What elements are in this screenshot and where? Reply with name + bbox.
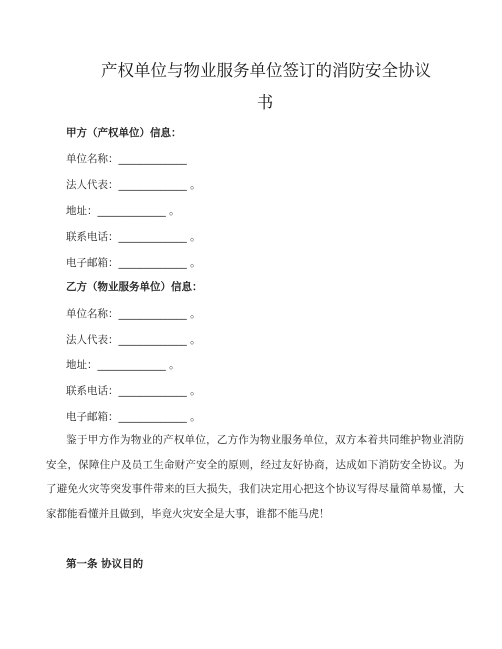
party-b-field-email <box>66 410 201 424</box>
document-title-line-1: 产权单位与物业服务单位签订的消防安全协议 <box>101 61 431 80</box>
fill-blank: _____________ <box>118 179 187 191</box>
field-label: 法人代表： <box>66 179 119 191</box>
field-end: 。 <box>190 231 201 243</box>
party-a-field-name <box>66 152 187 166</box>
intro-paragraph <box>46 428 464 526</box>
fill-blank: _____________ <box>118 334 187 346</box>
article-1-heading: 第一条 协议目的 <box>66 558 144 570</box>
party-a-field-address <box>66 204 180 218</box>
field-label: 电子邮箱： <box>66 257 119 269</box>
fill-blank: _____________ <box>118 257 187 269</box>
document-title-line-2: 书 <box>256 93 274 112</box>
party-b-field-legal-rep <box>66 333 201 347</box>
party-a-field-legal-rep <box>66 178 201 192</box>
field-end: 。 <box>190 411 201 423</box>
fill-blank: _____________ <box>118 308 187 320</box>
field-end: 。 <box>190 308 201 320</box>
party-b-field-name <box>66 307 201 321</box>
field-label: 单位名称： <box>66 153 119 165</box>
party-a-field-email <box>66 256 201 270</box>
field-end: 。 <box>169 205 180 217</box>
field-label: 地址： <box>66 359 98 371</box>
field-label: 地址： <box>66 205 98 217</box>
fill-blank: _____________ <box>118 153 187 165</box>
field-end: 。 <box>190 385 201 397</box>
field-label: 法人代表： <box>66 334 119 346</box>
fill-blank: _____________ <box>97 205 166 217</box>
field-label: 联系电话： <box>66 385 119 397</box>
field-label: 联系电话： <box>66 231 119 243</box>
party-b-field-address <box>66 358 180 372</box>
party-b-field-phone <box>66 384 201 398</box>
field-label: 电子邮箱： <box>66 411 119 423</box>
field-end: 。 <box>169 359 180 371</box>
field-end: 。 <box>190 179 201 191</box>
party-a-field-phone <box>66 230 201 244</box>
fill-blank: _____________ <box>118 385 187 397</box>
field-end: 。 <box>190 257 201 269</box>
party-b-heading: 乙方（物业服务单位）信息： <box>66 281 203 293</box>
party-a-heading: 甲方（产权单位）信息： <box>66 127 182 139</box>
field-label: 单位名称： <box>66 308 119 320</box>
fill-blank: _____________ <box>97 359 166 371</box>
field-end: 。 <box>190 334 201 346</box>
fill-blank: _____________ <box>118 411 187 423</box>
fill-blank: _____________ <box>118 231 187 243</box>
intro-paragraph-text: 鉴于甲方作为物业的产权单位，乙方作为物业服务单位，双方本着共同维护物业消防安全，保障住户及员工生命财产安全的原则，经过友好协商，达成如下消防安全协议。为了避免火灾等突发事件带来的巨大损失，我们决定用心把这个协议写得尽量简单易懂，大家都能看懂并且做到，毕竟火灾安全是大事，谁都不能马虎！ <box>46 434 464 520</box>
